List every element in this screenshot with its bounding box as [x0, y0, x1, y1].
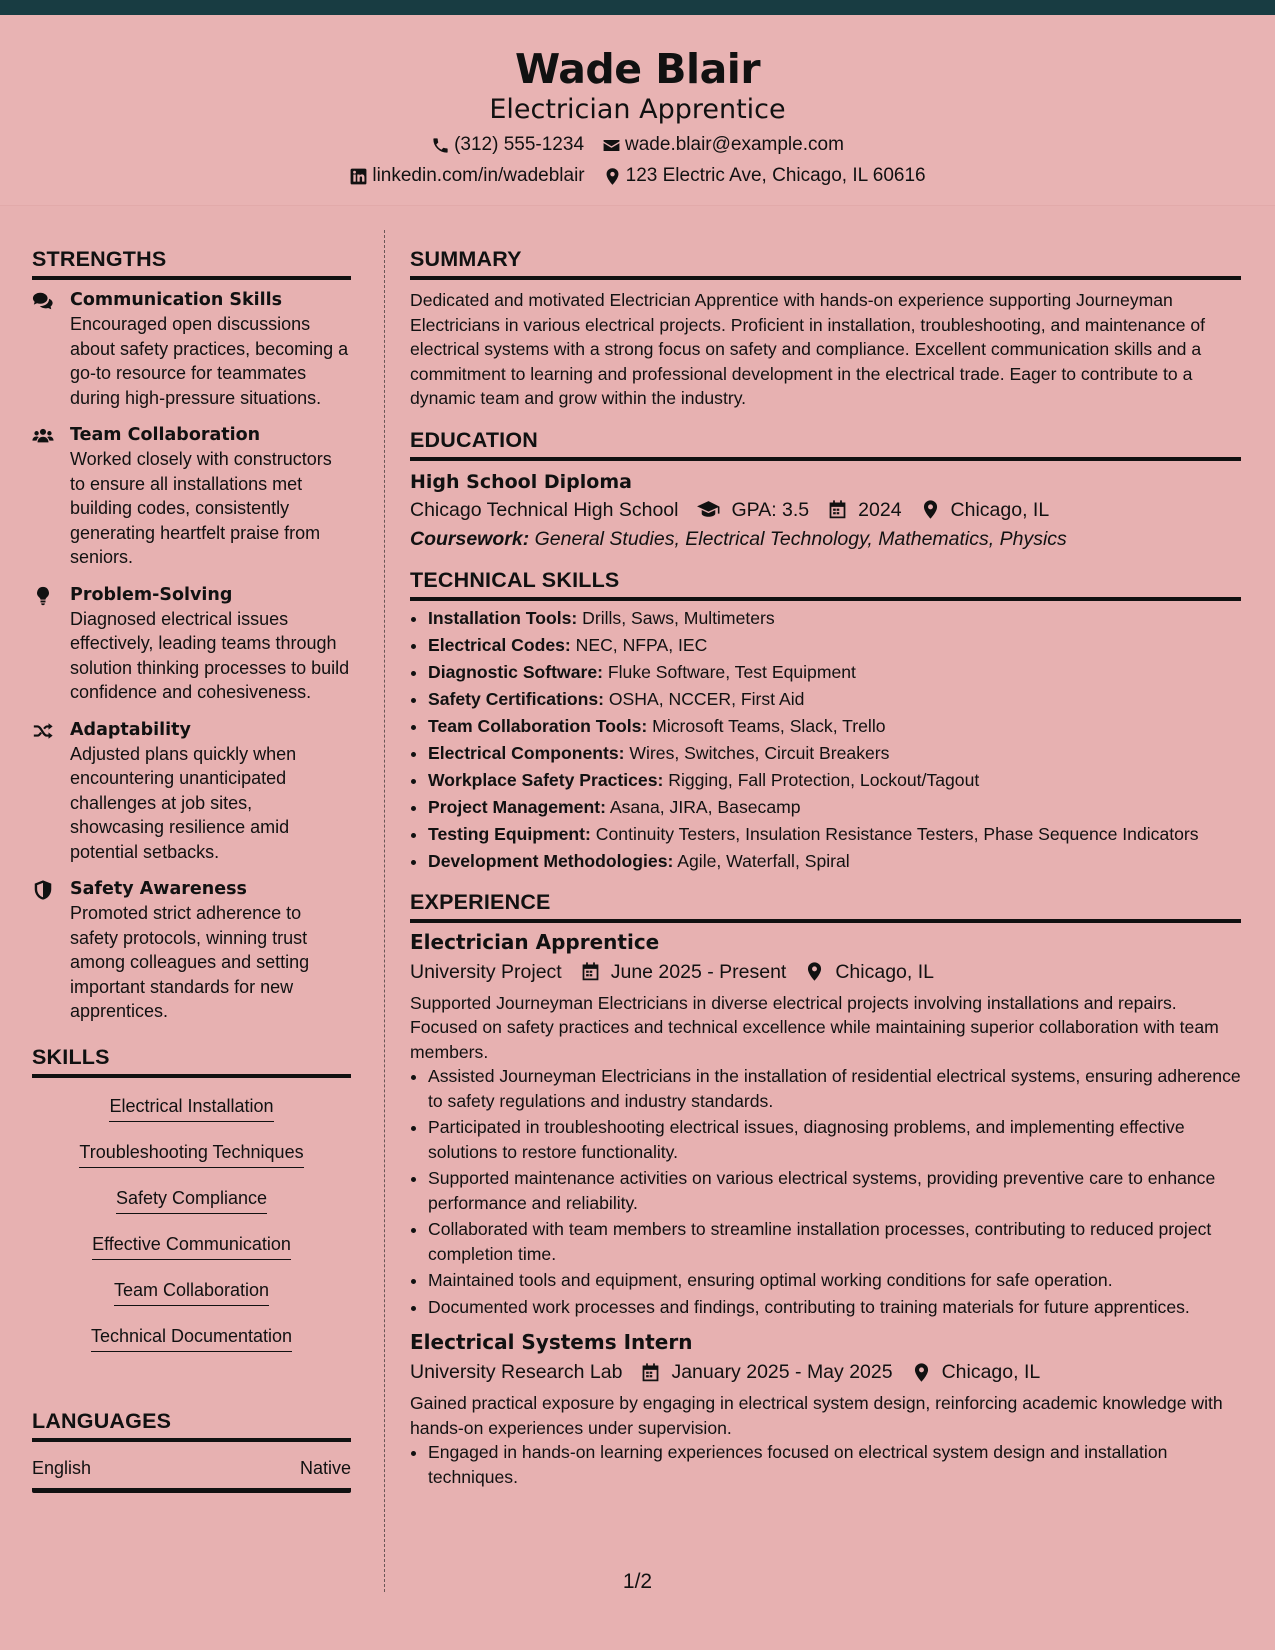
list-item: [428, 740, 1241, 767]
strength-item: [32, 718, 351, 865]
linkedin-contact[interactable]: [349, 164, 584, 188]
contact-row-2: [0, 164, 1275, 188]
list-item: • Maintained tools and equipment, ensuring optimal working conditions for safe operation.: [428, 1268, 1241, 1293]
strength-desc: Encouraged open discussions about safety practices, becoming a go-to resource for teammates during high-pressure situations.: [70, 314, 349, 408]
left-column: [32, 228, 351, 1493]
list-item: [428, 659, 1241, 686]
skill-item: Team Collaboration: [114, 1278, 269, 1306]
job-org: University Research Lab: [410, 1361, 623, 1383]
tech-skill-value: Fluke Software, Test Equipment: [607, 661, 856, 682]
phone-contact[interactable]: [431, 133, 584, 157]
tech-skill-value: Rigging, Fall Protection, Lockout/Tagout: [668, 769, 980, 790]
calendar-icon: [640, 1362, 661, 1383]
tech-skill-label: Team Collaboration Tools:: [428, 715, 648, 736]
list-item: • Engaged in hands-on learning experiences focused on electrical system design and installation techniques.: [428, 1440, 1241, 1489]
education-year: 2024: [858, 498, 902, 521]
job-meta: [410, 957, 1241, 987]
job-location: Chicago, IL: [835, 960, 934, 983]
page-number: 1/2: [622, 1570, 653, 1593]
job-location: Chicago, IL: [941, 1361, 1041, 1383]
strength-title: Communication Skills: [70, 290, 283, 310]
job-summary: Supported Journeyman Electricians in diverse electrical projects involving installations and repairs. Focused on safety practices and technical excellence while maintaining superior collaboration with team members.: [410, 992, 1219, 1062]
education-degree: High School Diploma: [410, 470, 632, 493]
language-row: [32, 1456, 351, 1493]
list-item: [428, 605, 1241, 632]
education-coursework: [410, 525, 1241, 553]
column-divider: [384, 230, 385, 1592]
coursework-label: Coursework:: [410, 527, 530, 550]
skill-item: Technical Documentation: [91, 1324, 292, 1352]
comments-icon: [32, 290, 54, 312]
address-contact: [603, 164, 926, 188]
skills-heading: SKILLS: [32, 1026, 351, 1078]
technical-skills-heading: TECHNICAL SKILLS: [410, 553, 1241, 601]
languages-heading: LANGUAGES: [32, 1390, 351, 1442]
calendar-icon: [580, 961, 601, 982]
tech-skill-label: Diagnostic Software:: [428, 661, 603, 682]
experience-heading: EXPERIENCE: [410, 875, 1241, 923]
list-item: • Documented work processes and findings, contributing to training materials for future apprentices.: [428, 1295, 1241, 1320]
list-item: [428, 794, 1241, 821]
email-text: wade.blair@example.com: [625, 134, 844, 155]
strength-item: [32, 583, 351, 705]
strength-desc: Promoted strict adherence to safety protocols, winning trust among colleagues and setting important standards for new apprentices.: [70, 903, 310, 1021]
education-school: Chicago Technical High School: [410, 498, 679, 521]
summary-heading: SUMMARY: [410, 228, 1241, 280]
phone-text: (312) 555-1234: [454, 134, 585, 155]
summary-text: Dedicated and motivated Electrician Apprentice with hands-on experience supporting Journeyman Electricians in various electrical projects. Proficient in installation, troubleshooting, and maintenance of electrical systems with a strong focus on safety and compliance. Excellent communication skills and a commitment to learning and professional development in the electrical trade. Eager to contribute to a dynamic team and grow within the industry.: [410, 290, 1206, 408]
job-org: University Project: [410, 960, 562, 983]
top-accent-bar: [0, 0, 1275, 15]
address-text: 123 Electric Ave, Chicago, IL 60616: [625, 165, 926, 186]
users-icon: [32, 425, 54, 447]
map-pin-icon: [920, 499, 941, 520]
tech-skill-label: Installation Tools:: [428, 607, 578, 628]
job-dates: January 2025 - May 2025: [671, 1361, 893, 1383]
tech-skill-value: OSHA, NCCER, First Aid: [608, 688, 805, 709]
list-item: • Participated in troubleshooting electrical issues, diagnosing problems, and implementing effective solutions to restore functionality.: [428, 1115, 1241, 1164]
tech-skill-value: Continuity Testers, Insulation Resistance Testers, Phase Sequence Indicators: [595, 823, 1199, 844]
map-pin-icon: [911, 1362, 932, 1383]
strength-desc: Diagnosed electrical issues effectively, leading teams through solution thinking processes to build confidence and cohesiveness.: [70, 608, 350, 702]
lightbulb-icon: [32, 585, 54, 607]
job-bullets: [410, 1064, 1241, 1319]
technical-skills-list: [410, 605, 1241, 875]
tech-skill-value: NEC, NFPA, IEC: [575, 634, 708, 655]
list-item: [428, 632, 1241, 659]
tech-skill-label: Electrical Components:: [428, 742, 625, 763]
job-title: Electrician Apprentice: [410, 929, 660, 954]
linkedin-icon: [349, 167, 368, 186]
language-level: Native: [299, 1457, 351, 1478]
coursework-list: General Studies, Electrical Technology, Mathematics, Physics: [534, 527, 1067, 550]
resume-header: [0, 15, 1275, 206]
linkedin-text: linkedin.com/in/wadeblair: [372, 165, 585, 186]
calendar-icon: [827, 499, 848, 520]
tech-skill-label: Development Methodologies:: [428, 850, 674, 871]
tech-skill-value: Drills, Saws, Multimeters: [582, 607, 775, 628]
job-dates: June 2025 - Present: [610, 960, 787, 983]
shield-icon: [32, 879, 54, 901]
tech-skill-value: Asana, JIRA, Basecamp: [609, 796, 801, 817]
list-item: • Supported maintenance activities on various electrical systems, providing preventive care to enhance performance and reliability.: [428, 1166, 1241, 1215]
strength-item: [32, 288, 351, 410]
tech-skill-value: Microsoft Teams, Slack, Trello: [652, 715, 886, 736]
tech-skill-value: Wires, Switches, Circuit Breakers: [629, 742, 890, 763]
education-location: Chicago, IL: [950, 498, 1050, 521]
language-name: English: [32, 1457, 92, 1478]
list-item: [428, 848, 1241, 875]
job-summary: Gained practical exposure by engaging in electrical system design, reinforcing academic knowledge with hands-on experiences under supervision.: [410, 1393, 1223, 1438]
strength-title: Safety Awareness: [70, 879, 247, 899]
candidate-title: Electrician Apprentice: [489, 94, 786, 125]
tech-skill-label: Electrical Codes:: [428, 634, 571, 655]
strength-item: [32, 423, 351, 570]
skills-list: [32, 1086, 351, 1362]
candidate-name: Wade Blair: [514, 45, 761, 93]
skill-item: Safety Compliance: [116, 1186, 267, 1214]
email-contact[interactable]: [602, 133, 844, 157]
tech-skill-value: Agile, Waterfall, Spiral: [677, 850, 850, 871]
list-item: [428, 713, 1241, 740]
list-item: [428, 686, 1241, 713]
job-title: Electrical Systems Intern: [410, 1330, 693, 1354]
list-item: [428, 767, 1241, 794]
tech-skill-label: Testing Equipment:: [428, 823, 591, 844]
strength-desc: Adjusted plans quickly when encountering unanticipated challenges at job sites, showcasing resilience amid potential setbacks.: [70, 743, 297, 862]
list-item: • Collaborated with team members to streamline installation processes, contributing to reduced project completion time.: [428, 1217, 1241, 1266]
map-pin-icon: [603, 167, 622, 186]
job-bullets: [410, 1440, 1241, 1489]
skill-item: Effective Communication: [92, 1232, 291, 1260]
list-item: • Assisted Journeyman Electricians in the installation of residential electrical systems, ensuring adherence to safety regulations and industry standards.: [428, 1064, 1241, 1113]
strength-item: [32, 877, 351, 1024]
skill-item: Troubleshooting Techniques: [79, 1140, 303, 1168]
strength-title: Team Collaboration: [70, 425, 261, 445]
strength-title: Problem-Solving: [70, 584, 233, 605]
strength-title: Adaptability: [70, 719, 191, 740]
list-item: [428, 821, 1241, 848]
right-column: [410, 228, 1241, 1491]
tech-skill-label: Safety Certifications:: [428, 688, 604, 709]
strength-desc: Worked closely with constructors to ensure all installations met building codes, consistently generating heartfelt praise from seniors.: [70, 449, 332, 567]
education-gpa: GPA: 3.5: [731, 498, 810, 521]
shuffle-icon: [32, 720, 54, 742]
tech-skill-label: Workplace Safety Practices:: [428, 769, 664, 790]
job-meta: [410, 1357, 1241, 1387]
phone-icon: [431, 136, 450, 155]
tech-skill-label: Project Management:: [428, 796, 606, 817]
graduation-cap-icon: [696, 497, 721, 522]
education-meta: [410, 495, 1241, 525]
skill-item: Electrical Installation: [109, 1094, 273, 1122]
contact-row-1: [0, 133, 1275, 157]
envelope-icon: [602, 136, 621, 155]
strengths-heading: STRENGTHS: [32, 228, 351, 280]
education-heading: EDUCATION: [410, 411, 1241, 461]
map-pin-icon: [804, 961, 825, 982]
